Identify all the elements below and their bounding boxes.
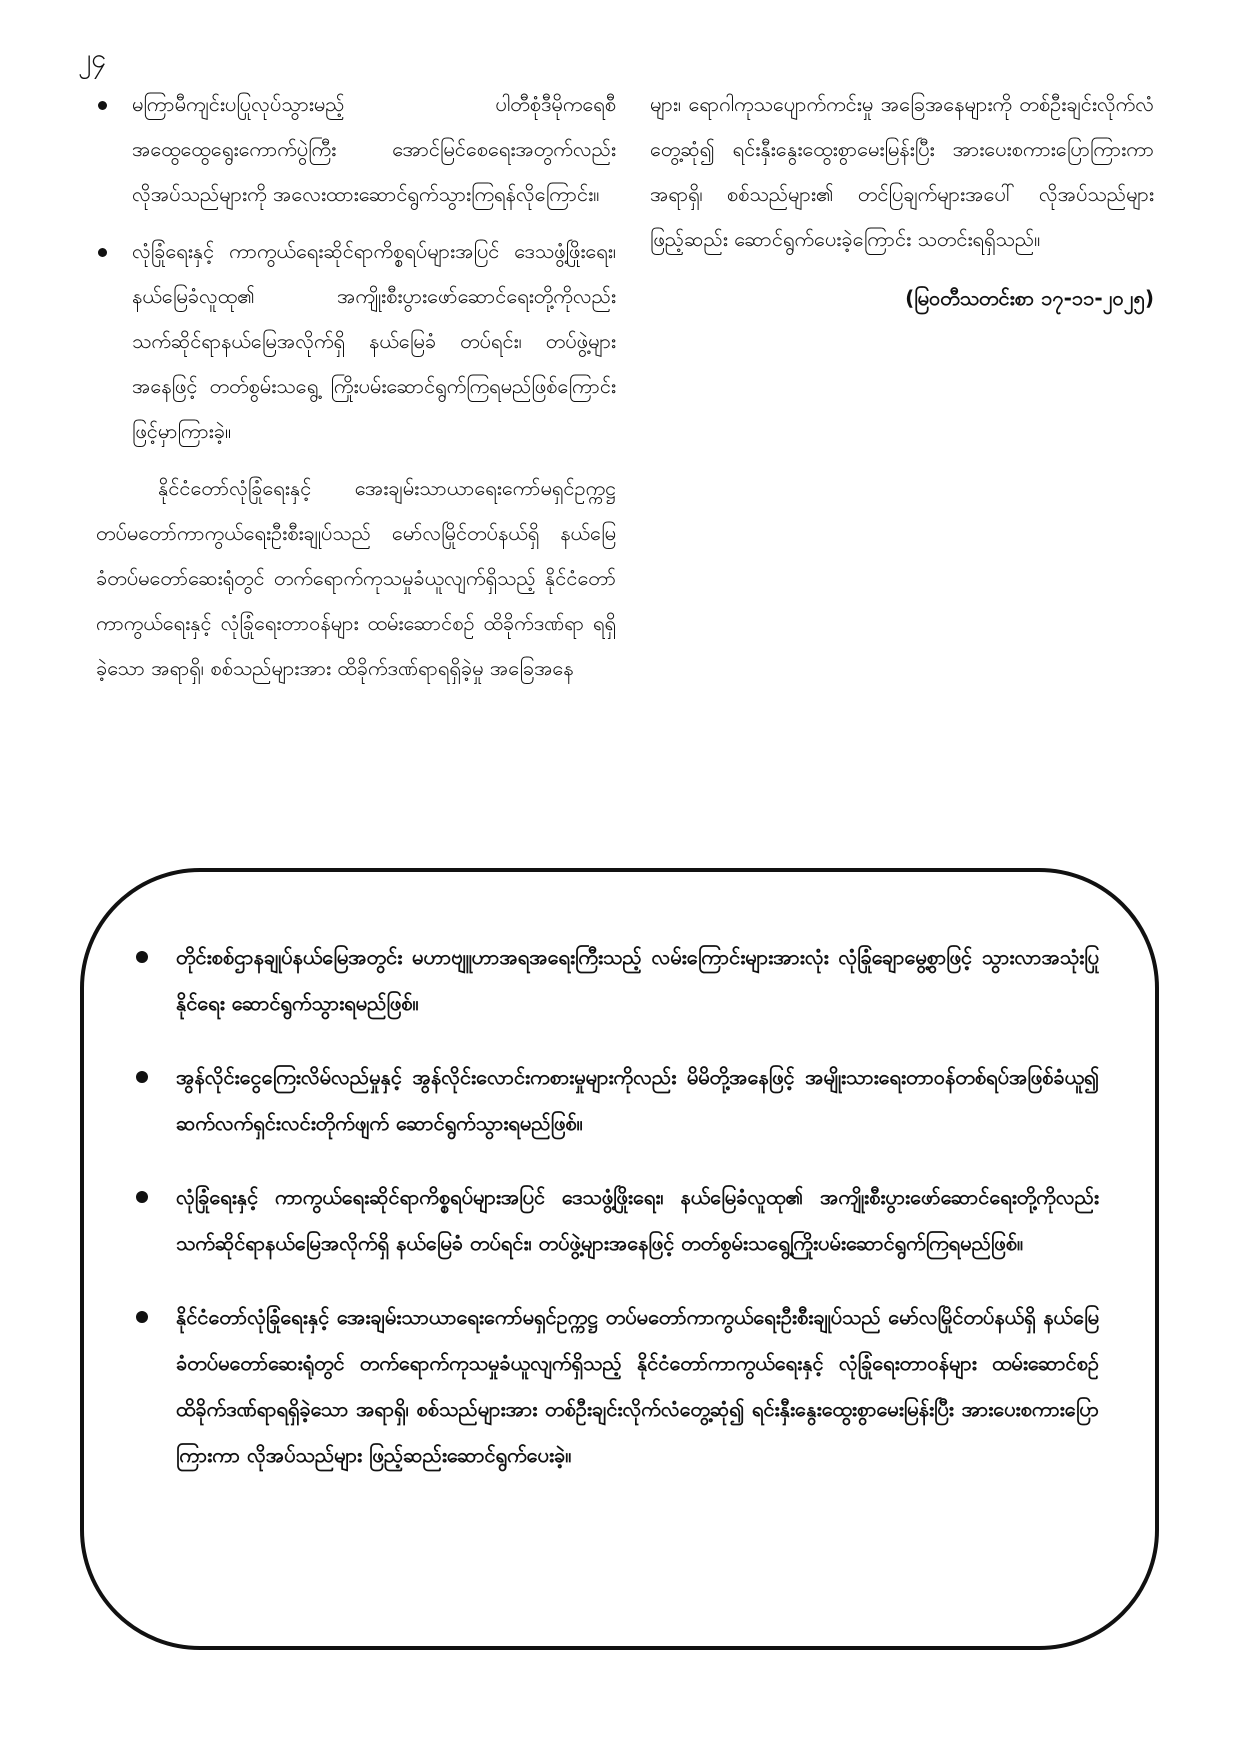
summary-bullet-2: အွန်လိုင်းငွေကြေးလိမ်လည်မှုနှင့် အွန်လိုင်းလောင်းကစားမှုများကိုလည်း မိမိတို့အနေဖြင့် အမျိုးသားရေးတာဝန်တစ်ရပ်အဖြစ်ခံယူ၍ ဆက်လက်ရှင်းလင်းတိုက်ဖျက် ဆောင်ရွက်သွားရမည်ဖြစ်။: [136, 1054, 1099, 1146]
summary-bullet-4: နိုင်ငံတော်လုံခြုံရေးနှင့် အေးချမ်းသာယာရေးကော်မရှင်ဥက္ကဋ္ဌ တပ်မတော်ကာကွယ်ရေးဦးစီးချုပ်သည် မော်လမြိုင်တပ်နယ်ရှိ နယ်မြေခံတပ်မတော်ဆေးရုံတွင် တက်ရောက်ကုသမှုခံယူလျက်ရှိသည့် နိုင်ငံတော်ကာကွယ်ရေးနှင့် လုံခြုံရေးတာဝန်များ ထမ်းဆောင်စဉ် ထိခိုက်ဒဏ်ရာရရှိခဲ့သော အရာရှိ၊ စစ်သည်များအား တစ်ဦးချင်းလိုက်လံတွေ့ဆုံ၍ ရင်းနှီးနွေးထွေးစွာမေးမြန်းပြီး အားပေးစကားပြောကြားကာ လိုအပ်သည်များ ဖြည့်ဆည်းဆောင်ရွက်ပေးခဲ့။: [136, 1294, 1099, 1478]
summary-bullet-3: လုံခြုံရေးနှင့် ကာကွယ်ရေးဆိုင်ရာကိစ္စရပ်များအပြင် ဒေသဖွံ့ဖြိုးရေး၊ နယ်မြေခံလူထု၏ အကျိုးစီးပွားဖော်ဆောင်ရေးတို့ကိုလည်း သက်ဆိုင်ရာနယ်မြေအလိုက်ရှိ နယ်မြေခံ တပ်ရင်း၊ တပ်ဖွဲ့များအနေဖြင့် တတ်စွမ်းသရွေ့ကြိုးပမ်းဆောင်ရွက်ကြရမည်ဖြစ်။: [136, 1174, 1099, 1266]
left-paragraph: နိုင်ငံတော်လုံခြုံရေးနှင့် အေးချမ်းသာယာရေးကော်မရှင်ဥက္ကဋ္ဌ တပ်မတော်ကာကွယ်ရေးဦးစီးချုပ်သည် မော်လမြိုင်တပ်နယ်ရှိ နယ်မြေခံတပ်မတော်ဆေးရုံတွင် တက်ရောက်ကုသမှုခံယူလျက်ရှိသည့် နိုင်ငံတော်ကာကွယ်ရေးနှင့် လုံခြုံရေးတာဝန်များ ထမ်းဆောင်စဉ် ထိခိုက်ဒဏ်ရာ ရရှိခဲ့သော အရာရှိ၊ စစ်သည်များအား ထိခိုက်ဒဏ်ရာရရှိခဲ့မှု အခြေအနေ: [96, 476, 616, 680]
news-source: (မြဝတီသတင်းစာ ၁၇-၁၁-၂၀၂၅): [905, 286, 1154, 310]
left-bullet-1: မကြာမီကျင်းပပြုလုပ်သွားမည့် ပါတီစုံဒီမိုကရေစီ အထွေထွေရွေးကောက်ပွဲကြီး အောင်မြင်စေရေးအတွက်လည်း လိုအပ်သည်များကို အလေးထားဆောင်ရွက်သွားကြရန်လိုကြောင်း။: [96, 82, 616, 217]
left-column: [96, 82, 616, 691]
summary-box: [80, 868, 1159, 1650]
right-paragraph: များ၊ ရောဂါကုသပျောက်ကင်းမှု အခြေအနေများကို တစ်ဦးချင်းလိုက်လံတွေ့ဆုံ၍ ရင်းနှီးနွေးထွေးစွာမေးမြန်းပြီး အားပေးစကားပြောကြားကာ အရာရှိ၊ စစ်သည်များ၏ တင်ပြချက်များအပေါ် လိုအပ်သည်များ ဖြည့်ဆည်း ဆောင်ရွက်ပေးခဲ့ကြောင်း သတင်းရရှိသည်။: [650, 92, 1154, 251]
right-column: [650, 82, 1154, 321]
summary-bullet-1: တိုင်းစစ်ဌာနချုပ်နယ်မြေအတွင်း မဟာဗျူဟာအရအရေးကြီးသည့် လမ်းကြောင်းများအားလုံး လုံခြုံချောမွေ့စွာဖြင့် သွားလာအသုံးပြုနိုင်ရေး ဆောင်ရွက်သွားရမည်ဖြစ်။: [136, 934, 1099, 1026]
page-number: ၂၄: [78, 43, 107, 74]
left-bullet-2: လုံခြုံရေးနှင့် ကာကွယ်ရေးဆိုင်ရာကိစ္စရပ်များအပြင် ဒေသဖွံ့ဖြိုးရေး၊ နယ်မြေခံလူထု၏ အကျိုးစီးပွားဖော်ဆောင်ရေးတို့ကိုလည်း သက်ဆိုင်ရာနယ်မြေအလိုက်ရှိ နယ်မြေခံ တပ်ရင်း၊ တပ်ဖွဲ့များအနေဖြင့် တတ်စွမ်းသရွေ့ ကြိုးပမ်းဆောင်ရွက်ကြရမည်ဖြစ်ကြောင်းဖြင့်မှာကြားခဲ့။: [96, 229, 616, 454]
